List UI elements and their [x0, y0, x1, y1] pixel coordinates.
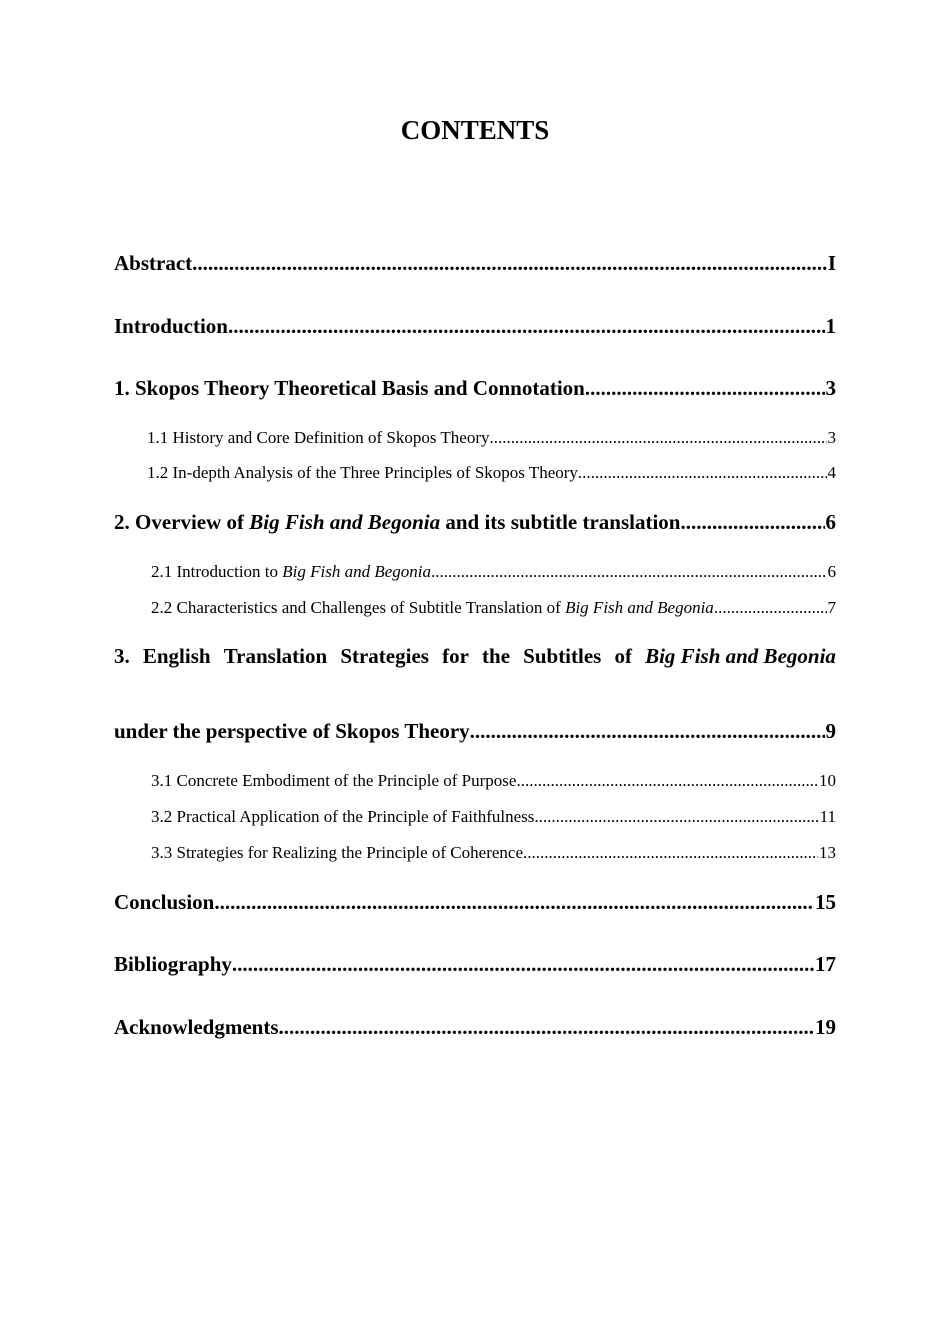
dot-leader — [714, 597, 827, 619]
toc-page-number: 10 — [819, 771, 836, 790]
toc-entry-label: 1.1 History and Core Definition of Skopos Theory — [147, 428, 490, 447]
toc-entry-section-3-1[interactable] — [151, 770, 836, 792]
toc-entry-chapter-3-line-1[interactable] — [114, 643, 836, 669]
toc-page-number: 15 — [815, 890, 836, 914]
dot-leader — [489, 427, 826, 449]
toc-entry-section-3-2[interactable] — [151, 806, 836, 828]
toc-entry-label — [151, 561, 431, 583]
toc-entry-label — [114, 509, 680, 535]
dot-leader — [192, 250, 827, 276]
toc-entry-abstract[interactable] — [114, 250, 836, 276]
toc-entry-label: 3.2 Practical Application of the Principle of Faithfulness — [151, 807, 535, 826]
dot-leader — [470, 718, 825, 744]
toc-page-number: I — [827, 251, 836, 275]
toc-entry-prefix: 2.1 Introduction to — [151, 562, 283, 581]
dot-leader — [523, 842, 818, 864]
toc-page-number: 9 — [825, 719, 836, 743]
toc-entry-prefix: 2. Overview of — [114, 510, 250, 534]
dot-leader — [214, 889, 814, 915]
dot-leader — [578, 462, 827, 484]
toc-page-number: 6 — [825, 510, 836, 534]
toc-page-number: 3 — [825, 376, 836, 400]
toc-entry-label: Abstract — [114, 251, 193, 275]
film-title: Big Fish and Begonia — [249, 510, 441, 534]
toc-entry-introduction[interactable] — [114, 313, 836, 339]
toc-entry-label: Acknowledgments — [114, 1015, 279, 1039]
toc-entry-label: under the perspective of Skopos Theory — [114, 719, 470, 743]
toc-entry-section-2-1[interactable] — [151, 561, 836, 583]
film-title: Big Fish and Begonia — [645, 644, 836, 668]
dot-leader — [279, 1014, 814, 1040]
dot-leader — [516, 770, 818, 792]
toc-entry-label: 1. Skopos Theory Theoretical Basis and Connotation — [114, 376, 585, 400]
toc-entry-label — [151, 597, 714, 619]
toc-entry-prefix: 2.2 Characteristics and Challenges of Subtitle Translation of — [151, 598, 566, 617]
toc-entry-section-2-2[interactable] — [151, 597, 836, 619]
toc-page-number: 13 — [819, 843, 836, 862]
toc-entry-label: 1.2 In-depth Analysis of the Three Principles of Skopos Theory — [147, 463, 578, 482]
toc-page-number: 4 — [827, 463, 836, 482]
toc-entry-acknowledgments[interactable] — [114, 1014, 836, 1040]
toc-entry-section-3-3[interactable] — [151, 842, 836, 864]
toc-entry-label: Bibliography — [114, 952, 232, 976]
page-title: CONTENTS — [400, 115, 550, 145]
dot-leader — [585, 375, 825, 401]
film-title: Big Fish and Begonia — [565, 598, 714, 617]
dot-leader — [232, 951, 814, 977]
toc-entry-chapter-2[interactable] — [114, 509, 836, 535]
film-title: Big Fish and Begonia — [282, 562, 431, 581]
toc-word: 3. — [114, 644, 130, 668]
toc-page-number: 17 — [815, 952, 836, 976]
toc-entry-section-1-2[interactable] — [147, 462, 836, 484]
toc-entry-chapter-3-line-2[interactable] — [114, 718, 836, 744]
toc-entry-bibliography[interactable] — [114, 951, 836, 977]
toc-entry-suffix: and its subtitle translation — [440, 510, 681, 534]
toc-entry-conclusion[interactable] — [114, 889, 836, 915]
toc-page-number: 6 — [827, 562, 836, 581]
toc-word: Translation — [223, 644, 328, 668]
dot-leader — [431, 561, 827, 583]
toc-word: English — [142, 644, 211, 668]
dot-leader — [228, 313, 825, 339]
toc-entry-label: 3.1 Concrete Embodiment of the Principle of Purpose — [151, 771, 517, 790]
toc-page-number: 19 — [815, 1015, 836, 1039]
toc-word: of — [614, 644, 632, 668]
toc-word: the — [482, 644, 511, 668]
toc-entry-label: Conclusion — [114, 890, 215, 914]
toc-entry-section-1-1[interactable] — [147, 427, 836, 449]
toc-page-number: 11 — [819, 807, 836, 826]
toc-entry-chapter-1[interactable] — [114, 375, 836, 401]
toc-page-number: 1 — [825, 314, 836, 338]
toc-word: Strategies — [340, 644, 429, 668]
toc-page-number: 3 — [827, 428, 836, 447]
dot-leader — [534, 806, 818, 828]
toc-word: for — [442, 644, 469, 668]
dot-leader — [680, 509, 824, 535]
toc-word: Subtitles — [523, 644, 602, 668]
toc-page-number: 7 — [827, 598, 836, 617]
toc-entry-label: 3.3 Strategies for Realizing the Principle of Coherence — [151, 843, 523, 862]
toc-entry-label: Introduction — [114, 314, 228, 338]
